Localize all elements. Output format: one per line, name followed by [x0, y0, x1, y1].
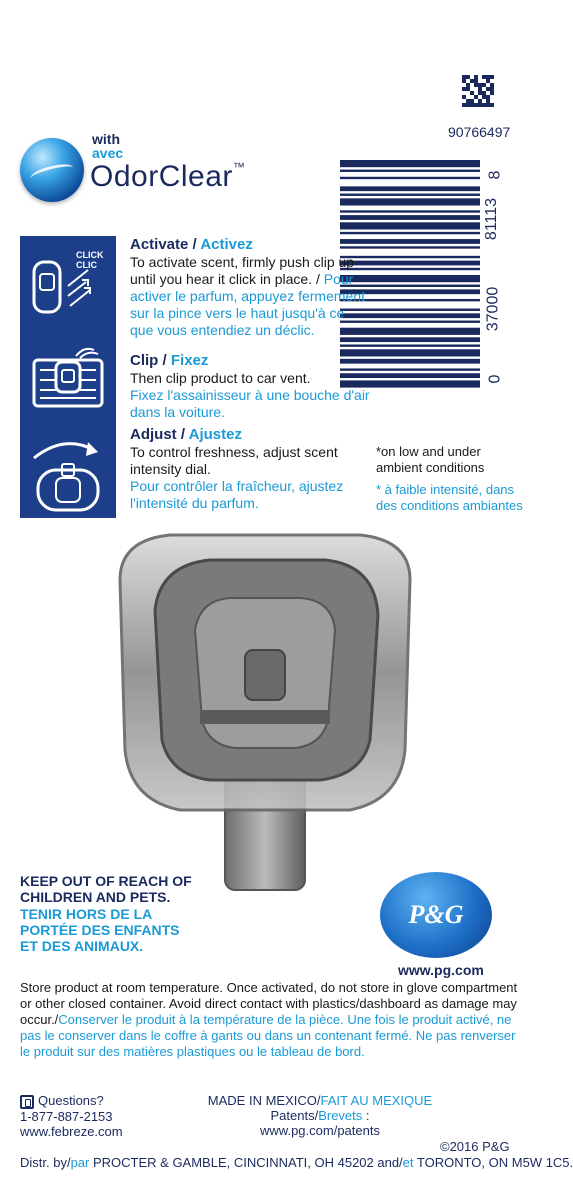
barcode-bar	[340, 194, 480, 196]
instruction-activate: Activate / Activez To activate scent, firmly push clip up until you hear it click in place. / Pour activer le parfum, appuyez fermement sur la pince vers le haut jusqu'à ce que vous entendiez un déclic.	[130, 236, 365, 338]
patents-fr: Brevets	[318, 1108, 363, 1123]
origin-info: MADE IN MEXICO/FAIT AU MEXIQUE Patents/Brevets : www.pg.com/patents	[200, 1093, 440, 1138]
logo-with: with	[92, 131, 120, 147]
barcode-digit-group-1: 37000	[484, 286, 502, 332]
patents-url: www.pg.com/patents	[260, 1123, 380, 1138]
phone-icon	[20, 1095, 34, 1109]
storage-fr: Conserver le produit à la température de la pièce. Une fois le produit activé, ne pas le conserver dans le coffre à gants ou dans un contenant fermé. Ne pas renverser le produit sur des matières plastiques ou le tableau de bord.	[20, 1012, 516, 1059]
adjust-title-fr: Ajustez	[188, 426, 242, 443]
barcode-digit-group-2: 81113	[483, 197, 501, 241]
barcode-bar	[340, 198, 480, 205]
barcode-bar	[340, 215, 480, 220]
ambient-note-fr: * à faible intensité, dans des conditions ambiantes	[376, 482, 523, 513]
icon-click-label: CLICK	[76, 250, 104, 260]
barcode-digit-last: 8	[486, 170, 504, 180]
pg-logo: P&G	[380, 872, 492, 958]
activate-title-fr: Activez	[200, 236, 253, 253]
adjust-title-en: Adjust	[130, 426, 177, 443]
barcode-digits	[485, 160, 515, 390]
warning-en: KEEP OUT OF REACH OF CHILDREN AND PETS.	[20, 873, 192, 905]
activate-text-en: To activate scent, firmly push clip up until you hear it click in place.	[130, 254, 355, 287]
air-freshener-product-image	[100, 520, 430, 890]
ambient-note	[376, 444, 526, 514]
logo-avec: avec	[92, 145, 124, 161]
contact-info	[20, 1093, 170, 1139]
barcode-bar	[340, 210, 480, 212]
activate-text-fr: Pour activer le parfum, appuyez fermement sur la pince vers le haut jusqu'à ce que vous entendiez un déclic.	[130, 271, 365, 338]
barcode-bar	[340, 222, 480, 229]
patents-en: Patents/	[270, 1108, 319, 1123]
barcode-bar	[340, 170, 480, 172]
barcode-bar	[340, 177, 480, 179]
instruction-clip: Clip / Fixez Then clip product to car vent. Fixez l'assainisseur à une bouche d'air dans la voiture.	[130, 352, 370, 420]
clip-text-fr: Fixez l'assainisseur à une bouche d'air dans la voiture.	[130, 387, 370, 420]
dial-adjust-icon	[28, 432, 108, 512]
barcode-bar	[340, 186, 480, 191]
activate-title-en: Activate	[130, 236, 189, 253]
logo-name: OdorClear™	[90, 160, 246, 193]
clip-title-en: Clip	[130, 352, 159, 369]
clip-title-fr: Fixez	[170, 352, 209, 369]
copyright: ©2016 P&G	[440, 1139, 510, 1154]
instruction-adjust: Adjust / Ajustez To control freshness, adjust scent intensity dial. Pour contrôler la fraîcheur, ajustez l'intensité du parfum.	[130, 426, 370, 512]
barcode-bar	[340, 160, 480, 167]
pg-url: www.pg.com	[398, 962, 484, 978]
barcode-bar	[340, 344, 480, 346]
ambient-note-en: *on low and under ambient conditions	[376, 444, 485, 475]
made-in-fr: FAIT AU MEXIQUE	[320, 1093, 433, 1108]
odorclear-orb-icon	[20, 138, 84, 202]
barcode-digit-first: 0	[486, 374, 504, 384]
phone-number: 1-877-887-2153	[20, 1108, 113, 1124]
adjust-text-fr: Pour contrôler la fraîcheur, ajustez l'intensité du parfum.	[130, 478, 344, 511]
made-in-en: MADE IN MEXICO/	[207, 1093, 321, 1108]
barcode-bar	[340, 232, 480, 234]
storage-instructions	[20, 980, 520, 1060]
instruction-icon-panel	[20, 236, 116, 518]
warning-fr: TENIR HORS DE LA PORTÉE DES ENFANTS ET DES ANIMAUX.	[20, 906, 180, 954]
clip-text-en: Then clip product to car vent.	[130, 370, 311, 386]
qr-code-icon	[462, 75, 494, 107]
odorclear-logo	[20, 128, 280, 208]
questions-label: Questions?	[38, 1093, 104, 1108]
distributor-info: Distr. by/par PROCTER & GAMBLE, CINCINNATI, OH 45202 and/et TORONTO, ON M5W 1C5.	[20, 1155, 573, 1170]
product-code: 90766497	[448, 124, 511, 140]
febreze-website: www.febreze.com	[20, 1123, 123, 1139]
icon-clic-label: CLIC	[76, 260, 97, 270]
storage-en: Store product at room temperature. Once activated, do not store in glove compartment or other closed container. Avoid direct contact with plastics/dashboard as damage may occur./	[20, 980, 518, 1027]
click-activate-icon	[28, 244, 108, 324]
car-vent-clip-icon	[28, 340, 108, 420]
adjust-text-en: To control freshness, adjust scent intensity dial.	[130, 444, 338, 477]
